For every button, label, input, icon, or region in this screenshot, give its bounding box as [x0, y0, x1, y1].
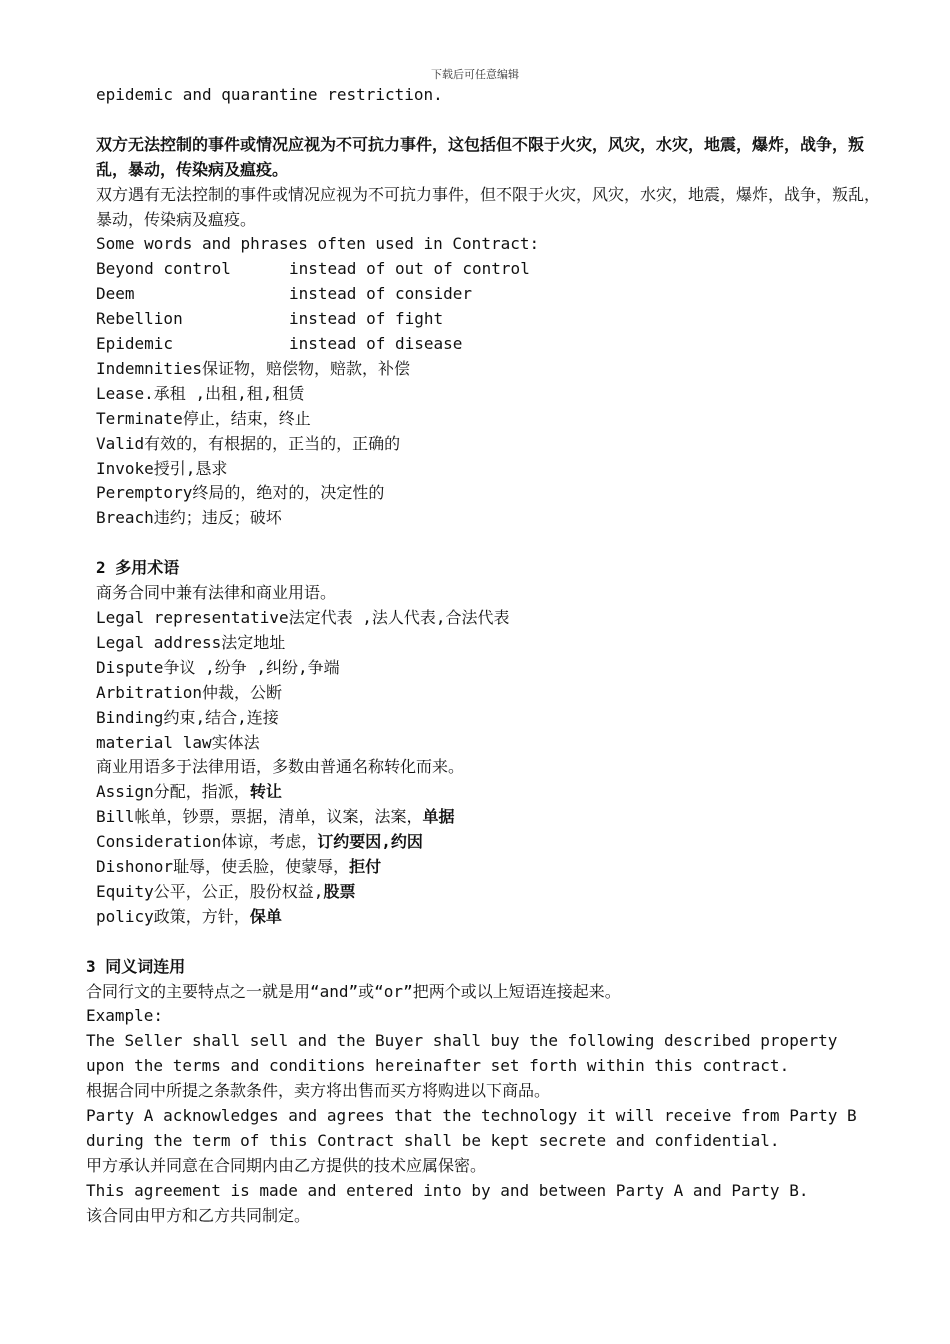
intro-line: epidemic and quarantine restriction.: [96, 85, 443, 104]
section3-intro: 合同行文的主要特点之一就是用“and”或“or”把两个或以上短语连接起来。: [86, 981, 621, 1001]
vocab-meaning: 有效的，有根据的，正当的，正确的: [144, 433, 401, 453]
commercial-term-bold: 单据: [422, 807, 455, 827]
vocab-item: [96, 407, 896, 432]
example3-line1: This agreement is made and entered into by and between Party A and Party B.: [86, 1180, 809, 1200]
word-pair-row: [96, 257, 896, 282]
word-pair-term: Epidemic: [96, 334, 174, 354]
force-majeure-cn-bold: 双方无法控制的事件或情况应视为不可抗力事件，这包括但不限于火灾，风灾，水灾，地震，爆炸，战争，叛乱，暴动，传染病及瘟疫。: [96, 134, 865, 179]
commercial-term: Dishonor: [96, 857, 174, 877]
word-pair-row: [96, 307, 896, 332]
commercial-term-bold: 转让: [249, 782, 282, 802]
legal-term-meaning: 实体法: [211, 732, 260, 752]
vocab-meaning: 违约；违反；破坏: [153, 508, 282, 528]
vocab-item: [96, 457, 896, 482]
example2-line1: Party A acknowledges and agrees that the technology it will receive from Party B: [86, 1106, 857, 1126]
example2-cn: 甲方承认并同意在合同期内由乙方提供的技术应属保密。: [86, 1155, 487, 1175]
word-pair-note: instead of consider: [289, 284, 473, 304]
vocab-meaning: 终局的，绝对的，决定性的: [192, 483, 385, 503]
legal-term: Arbitration: [96, 682, 202, 702]
word-pair-term: Beyond control: [96, 259, 231, 279]
commercial-term-meaning: 帐单，钞票，票据，清单，议案，法案，: [134, 807, 423, 827]
legal-term-meaning: 法定代表 ,法人代表,合法代表: [288, 608, 510, 627]
legal-term-item: [96, 681, 896, 706]
commercial-term: Assign: [96, 782, 154, 802]
commercial-term-item: [96, 780, 896, 805]
section2-heading: 2 多用术语: [96, 558, 180, 578]
commercial-term-item: [96, 855, 896, 880]
commercial-term-item: [96, 880, 896, 905]
legal-term-item: [96, 631, 896, 656]
commercial-term-bold: 股票: [323, 881, 356, 901]
word-pair-note: instead of out of control: [289, 259, 530, 279]
example3-cn: 该合同由甲方和乙方共同制定。: [86, 1205, 311, 1225]
vocab-term: Invoke: [96, 458, 154, 478]
word-pair-term: Rebellion: [96, 309, 183, 329]
commercial-term-meaning: 政策，方针，: [153, 906, 250, 926]
words-heading: Some words and phrases often used in Contract:: [96, 234, 540, 254]
vocab-term: Valid: [96, 433, 145, 453]
commercial-term-meaning: 耻辱，使丢脸，使蒙辱，: [173, 857, 350, 877]
legal-term-item: [96, 606, 896, 631]
vocab-item: [96, 382, 896, 407]
word-pair-row: [96, 332, 896, 357]
vocab-term: Lease: [96, 383, 145, 403]
legal-term: material law: [96, 732, 212, 752]
legal-term: Legal address: [96, 632, 222, 652]
force-majeure-cn: 双方遇有无法控制的事件或情况应视为不可抗力事件，但不限于火灾，风灾，水灾，地震，爆炸，战争，叛乱，暴动，传染病及瘟疫。: [96, 184, 881, 229]
legal-term-meaning: 争议 ,纷争 ,纠纷,争端: [163, 657, 340, 677]
commercial-term: Bill: [96, 807, 135, 827]
section3-heading: 3 同义词连用: [86, 956, 186, 976]
blank-line: [96, 930, 896, 955]
page-header: 下载后可任意编辑: [431, 68, 519, 81]
legal-term: Binding: [96, 707, 164, 727]
commercial-term-item: [96, 830, 896, 855]
legal-term-item: [96, 656, 896, 681]
legal-term-item: [96, 731, 896, 756]
legal-term: Dispute: [96, 657, 164, 677]
legal-term-meaning: 约束,结合,连接: [163, 707, 279, 727]
vocab-meaning: 保证物，赔偿物，赔款，补偿: [201, 358, 410, 378]
example2-line2: during the term of this Contract shall be kept secrete and confidential.: [86, 1131, 780, 1151]
commercial-term-bold: 订约要因,约因: [317, 832, 423, 852]
vocab-item: [96, 357, 896, 382]
commercial-term-meaning: 体谅，考虑，: [221, 832, 318, 852]
commercial-term: Equity: [96, 881, 154, 901]
commercial-term: policy: [96, 906, 154, 926]
example-label: Example:: [86, 1006, 164, 1026]
legal-term-meaning: 仲裁，公断: [201, 682, 282, 702]
example1-cn: 根据合同中所提之条款条件，卖方将出售而买方将购进以下商品。: [86, 1081, 551, 1101]
vocab-item: [96, 432, 896, 457]
word-pair-row: [96, 282, 896, 307]
vocab-item: [96, 506, 896, 531]
word-pair-note: instead of disease: [289, 334, 463, 354]
vocab-meaning: 授引,恳求: [153, 458, 228, 478]
commercial-intro: 商业用语多于法律用语，多数由普通名称转化而来。: [96, 757, 465, 777]
example1-line2: upon the terms and conditions hereinafter set forth within this contract.: [86, 1056, 790, 1076]
vocab-term: Indemnities: [96, 358, 202, 378]
vocab-term: Terminate: [96, 408, 183, 428]
blank-line: [96, 108, 896, 133]
commercial-term-meaning: 分配，指派，: [153, 782, 250, 802]
legal-term-meaning: 法定地址: [221, 632, 286, 652]
blank-line: [96, 531, 896, 556]
legal-term: Legal representative: [96, 608, 289, 627]
example1-line1: The Seller shall sell and the Buyer shall buy the following described property: [86, 1031, 838, 1051]
commercial-term-bold: 保单: [249, 906, 282, 926]
section2-intro: 商务合同中兼有法律和商业用语。: [96, 583, 337, 603]
commercial-term: Consideration: [96, 832, 222, 852]
vocab-term: Breach: [96, 508, 154, 528]
legal-term-item: [96, 706, 896, 731]
vocab-term: Peremptory: [96, 483, 193, 503]
commercial-term-bold: 拒付: [349, 857, 382, 877]
word-pair-note: instead of fight: [289, 309, 444, 329]
commercial-term-item: [96, 805, 896, 830]
word-pair-term: Deem: [96, 284, 135, 304]
document-body: [86, 83, 896, 1229]
vocab-meaning: .承租 ,出租,租,租赁: [144, 383, 305, 403]
vocab-item: [96, 481, 896, 506]
vocab-meaning: 停止，结束，终止: [182, 408, 311, 428]
commercial-term-meaning: 公平，公正，股份权益,: [153, 881, 324, 901]
commercial-term-item: [96, 905, 896, 930]
